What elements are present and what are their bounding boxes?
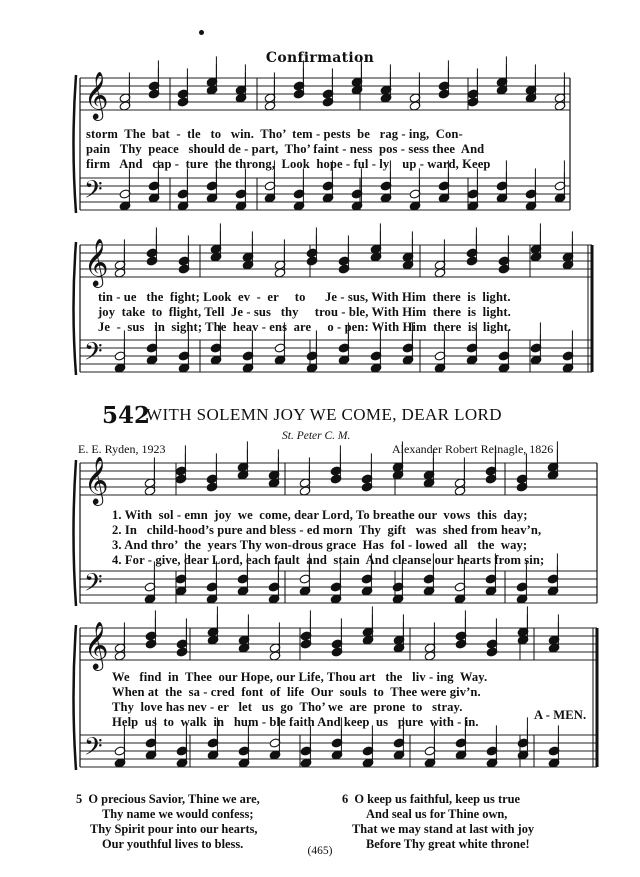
hymn-number: 542	[102, 402, 151, 429]
lyric-line: joy take to flight, Tell Je - sus thy trou - ble, With Him there is light.	[98, 305, 511, 319]
stanza-6-line: And seal us for Thine own,	[366, 807, 508, 821]
treble-clef: 𝄞	[84, 455, 109, 504]
composer-credit: Alexander Robert Reinagle, 1826	[392, 442, 554, 456]
lyric-line: pain Thy peace should de - part, Tho’ faint - ness pos - sess thee And	[86, 142, 485, 156]
bass-clef: 𝄢	[84, 337, 103, 371]
bass-clef: 𝄢	[84, 568, 103, 602]
hymn-title: WITH SOLEMN JOY WE COME, DEAR LORD	[146, 405, 502, 424]
lyric-line: storm The bat - tle to win. Tho’ tem - pests be rag - ing, Con-	[86, 127, 463, 141]
page-number: (465)	[307, 845, 333, 857]
brace	[74, 242, 77, 375]
stanza-5-line: 5 O precious Savior, Thine we are,	[76, 792, 260, 806]
lyric-line: tin - ue the fight; Look ev - er to Je - sus, With Him there is light.	[98, 290, 511, 304]
verse-line: 1. With sol - emn joy we come, dear Lord, To breathe our vows this day;	[112, 508, 528, 522]
brace	[74, 75, 77, 213]
stanza-6-line: That we may stand at last with joy	[352, 822, 535, 836]
verse-line: 3. And thro’ the years Thy won-drous grace Has fol - lowed all the way;	[112, 538, 528, 552]
brace	[74, 625, 77, 770]
lyric-line: Je - sus in sight; The heav - ens are o - pen: With Him there is light.	[98, 320, 512, 334]
verse-line: When at the sa - cred font of life Our souls to Thee were giv’n.	[112, 685, 481, 699]
bass-clef: 𝄢	[84, 732, 103, 766]
amen-label: A - MEN.	[534, 708, 587, 722]
verse-line: We find in Thee our Hope, our Life, Thou art the liv - ing Way.	[112, 670, 488, 684]
brace	[74, 460, 77, 606]
stanza-5-line: Thy Spirit pour into our hearts,	[90, 822, 258, 836]
treble-clef: 𝄞	[84, 620, 109, 669]
stanza-6-line: Before Thy great white throne!	[366, 837, 530, 851]
stanza-5-line: Thy name we would confess;	[102, 807, 254, 821]
verse-line: Thy love has nev - er let us go Tho’ we are prone to stray.	[112, 700, 463, 714]
tune-name: St. Peter C. M.	[282, 430, 351, 442]
verse-line: 2. In child-hood’s pure and bless - ed morn Thy gift was shed from heav’n,	[112, 523, 542, 537]
treble-clef: 𝄞	[84, 70, 109, 119]
verse-line: 4. For - give, dear Lord, each fault and stain And cleanse our hearts from sin;	[112, 553, 545, 567]
section-heading: Confirmation	[265, 50, 375, 66]
stanza-5-line: Our youthful lives to bless.	[102, 837, 244, 851]
author-credit: E. E. Ryden, 1923	[78, 442, 166, 456]
stanza-6-line: 6 O keep us faithful, keep us true	[342, 792, 520, 806]
lyric-line: firm And cap - ture the throng, Look hope - ful - ly up - ward, Keep	[86, 157, 491, 171]
verse-line: Help us to walk in hum - ble faith And keep us pure with - in.	[112, 715, 479, 729]
treble-clef: 𝄞	[84, 237, 109, 286]
bass-clef: 𝄢	[84, 175, 103, 209]
